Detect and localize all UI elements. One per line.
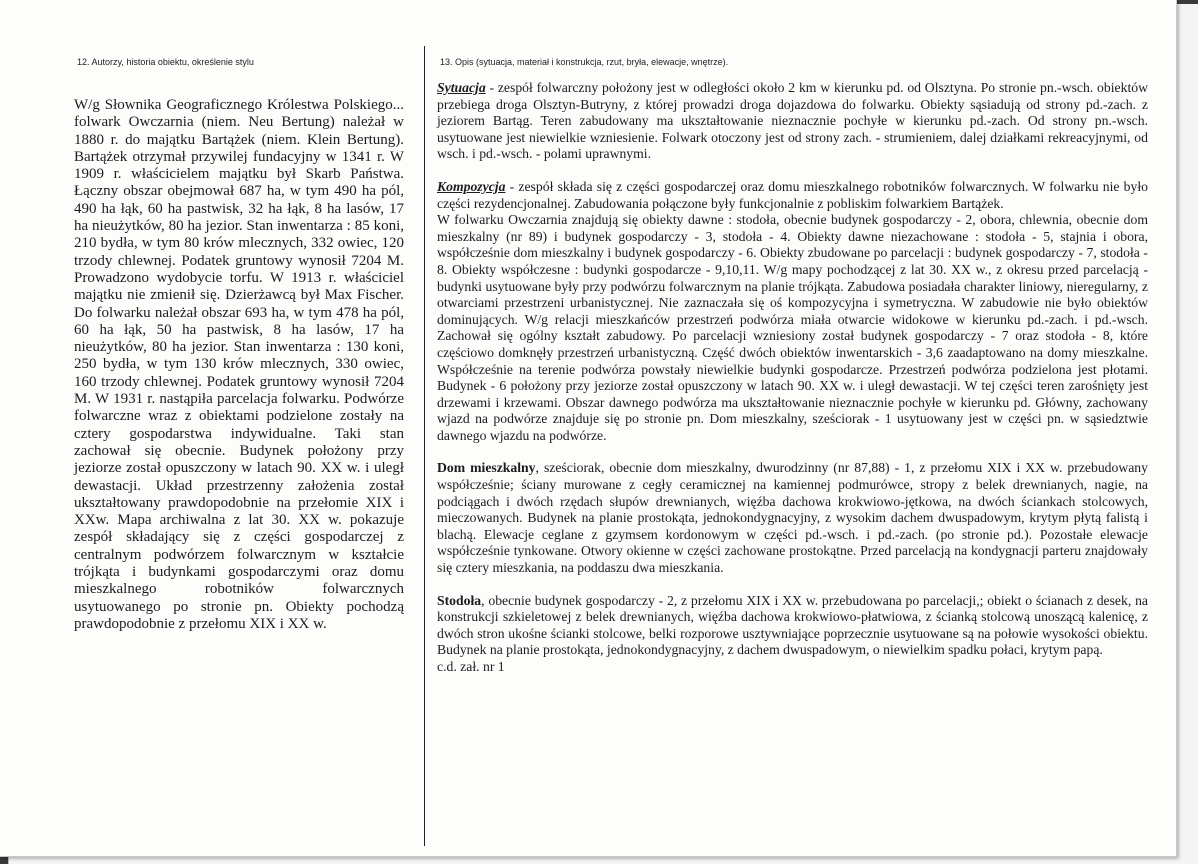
history-column — [74, 97, 404, 633]
sytuacja-label: Sytuacja — [437, 80, 486, 95]
description-column — [437, 80, 1148, 676]
kompozycja-paragraph-2: W folwarku Owczarnia znajdują się obiekty dawne : stodoła, obecnie budynek gospodarczy - 2, obora, chlewnia, obecnie dom mieszkalny (nr 89) i budynek gospodarczy - 3, stodoła - 4. Obiekty dawne niezachowane : stodoła - 5, stajnia i obora, współcześnie dom mieszkalny i budynek gospodarczy - 6. Obiekty zbudowane po parcelacji : budynek gospodarczy - 7, stodoła - 8. Obiekty współczesne : budynki gospodarcze - 9,10,11. W/g mapy pochodzącej z lat 30. XX w., z okresu przed parcelacją - budynki usytuowane były przy podwórzu folwarcznym na planie trójkąta. Zabudowa posiadała charakter liniowy, nieregularny, z otwarciami przestrzeni urbanistycznej. Nie zaznaczała się oś kompozycyjna i symetryczna. W zabudowie nie było obiektów dominujących. W/g relacji mieszkańców przestrzeń podwórza miała otwarcie widokowe w kierunku pd.-zach. i pd.-wsch. Zachował się ogólny kształt zabudowy. Po parcelacji wzniesiony został budynek gospodarczy - 7 oraz stodoła - 8, które częściowo domknęły przestrzeń urbanistyczną. Część dwóch obiektów inwentarskich - 3,6 zaadaptowano na domy mieszkalne. Współcześnie na terenie podwórza powstały niewielkie budynki gospodarcze. Przestrzeń podwórza podzielona jest płotami. Budynek - 6 położony przy jeziorze został opuszczony w latach 90. XX w. i uległ dewastacji. W tej części teren zarośnięty jest drzewami i krzewami. Obszar dawnego podwórza ma ukształtowanie nieznacznie pochyłe w kierunku pd. Główny, zachowany wjazd na podwórze znajduje się po stronie pn. Dom mieszkalny, sześciorak - 1 usytuowany jest w części pn. w sąsiedztwie dawnego wjazdu na podwórze. — [437, 212, 1148, 443]
history-text: W/g Słownika Geograficznego Królestwa Polskiego... folwark Owczarnia (niem. Neu Bertung) należał w 1880 r. do majątku Bartążek (niem. Klein Bertung). Bartążek otrzymał przywilej fundacyjny w 1341 r. W 1909 r. właścicielem majątku był Skarb Państwa. Łączny obszar obejmował 687 ha, w tym 490 ha pól, 490 ha łąk, 60 ha pastwisk, 32 ha łąk, 8 ha lasów, 17 ha nieużytków, 80 ha jezior. Stan inwentarza : 85 koni, 210 bydła, w tym 80 krów mlecznych, 332 owiec, 120 trzody chlewnej. Podatek gruntowy wynosił 7204 M. Prowadzono wydobycie torfu. W 1913 r. właściciel majątku nie zmienił się. Dzierżawcą był Max Fischer. Do folwarku należał obszar 693 ha, w tym 478 ha pól, 60 ha łąk, 50 ha pastwisk, 8 ha lasów, 17 ha nieużytków, 80 ha jezior. Stan inwentarza : 130 koni, 250 bydła, w tym 130 krów mlecznych, 330 owiec, 160 trzody chlewnej. Podatek gruntowy wynosił 7204 M. W 1931 r. nastąpiła parcelacja folwarku. Podwórze folwarczne wraz z obiektami podzielone zostały na cztery gospodarstwa indywidualne. Taki stan zachował się obecnie. Budynek położony przy jeziorze został opuszczony w latach 90. XX w. i uległ dewastacji. Układ przestrzenny założenia został ukształtowany prawdopodobnie na przełomie XIX i XXw. Mapa archiwalna z lat 30. XX w. pokazuje zespół składający się z części gospodarczej z centralnym podwórzem folwarcznym w kształcie trójkąta i budynkami gospodarczymi oraz domu mieszkalnego robotników folwarcznych usytuowanego po stronie pn. Obiekty pochodzą prawdopodobnie z przełomu XIX i XX w. — [74, 97, 404, 632]
sytuacja-paragraph — [437, 80, 1148, 163]
stodola-text: , obecnie budynek gospodarczy - 2, z przełomu XIX i XX w. przebudowana po parcelacji,; obiekt o ścianach z desek, na konstrukcji szkieletowej z belek drewnianych, więźba dachowa krokwiowo-płatwiowa, z ścianką stolcową unoszącą kalenicę, z dwóch stron ukośne ścianki stolcowe, belki rozporowe usztywniające poprzecznie usytuowane są na połowie wysokości obiektu. Budynek na planie prostokąta, jednokondygnacyjny, z dachem dwuspadowym, o niewielkim spadku połaci, krytym papą. — [437, 592, 1148, 658]
continuation-note: c.d. zał. nr 1 — [437, 659, 505, 674]
kompozycja-text: - zespół składa się z części gospodarczej oraz domu mieszkalnego robotników folwarcznych. W folwarku nie było części rezydencjonalnej. Zabudowania połączone były funkcjonalnie z pobliskim folwarkiem Bartążek. — [437, 178, 1148, 211]
left-section-header: 12. Autorzy, historia obiektu, określenie stylu — [77, 57, 254, 67]
stodola-paragraph — [437, 593, 1148, 659]
dom-paragraph — [437, 460, 1148, 576]
dom-text: , sześciorak, obecnie dom mieszkalny, dwurodzinny (nr 87,88) - 1, z przełomu XIX i XX w. przebudowany współcześnie; ściany murowane z cegły ceramicznej na kamiennej podmurówce, stropy z belek drewnianych, nagie, na podciągach i dwóch rzędach słupów drewnianych, więźba dachowa krokwiowo-jętkowa, na dwóch ściankach stolcowych, mieczowanych. Budynek na planie prostokąta, jednokondygnacyjny, z wysokim dachem dwuspadowym, krytym płytą falistą i blachą. Elewacje ceglane z gzymsem kordonowym w części pd.-wsch. i pd.-zach. (po stronie pd.). Pozostałe elewacje współcześnie tynkowane. Otwory okienne w części zachowane prostokątne. Przed parcelacją na kondygnacji parteru znajdowały się cztery mieszkania, na poddaszu dwa mieszkania. — [437, 460, 1148, 576]
sytuacja-text: - zespół folwarczny położony jest w odległości około 2 km w kierunku pd. od Olsztyna. Po stronie pn.-wsch. obiektów przebiega droga Olsztyn-Butryny, z której prowadzi droga dojazdowa do folwarku. Obiekty sąsiadują od strony pd.-zach. z jeziorem Bartąg. Teren zabudowany ma ukształtowanie nieznacznie pochyłe w kierunku pd.-zach. Od strony pn.-wsch. usytuowane jest niewielkie wzniesienie. Folwark otoczony jest od strony zach. - strumieniem, dalej działkami rekreacyjnymi, od wsch. i pd.-wsch. - polami uprawnymi. — [437, 80, 1148, 162]
kompozycja-paragraph — [437, 179, 1148, 212]
stodola-label: Stodoła — [437, 592, 482, 608]
column-divider — [424, 46, 425, 846]
right-section-header: 13. Opis (sytuacja, materiał i konstrukcja, rzut, bryła, elewacje, wnętrze). — [440, 57, 729, 67]
kompozycja-label: Kompozycja — [437, 178, 506, 194]
dom-label: Dom mieszkalny — [437, 460, 536, 476]
